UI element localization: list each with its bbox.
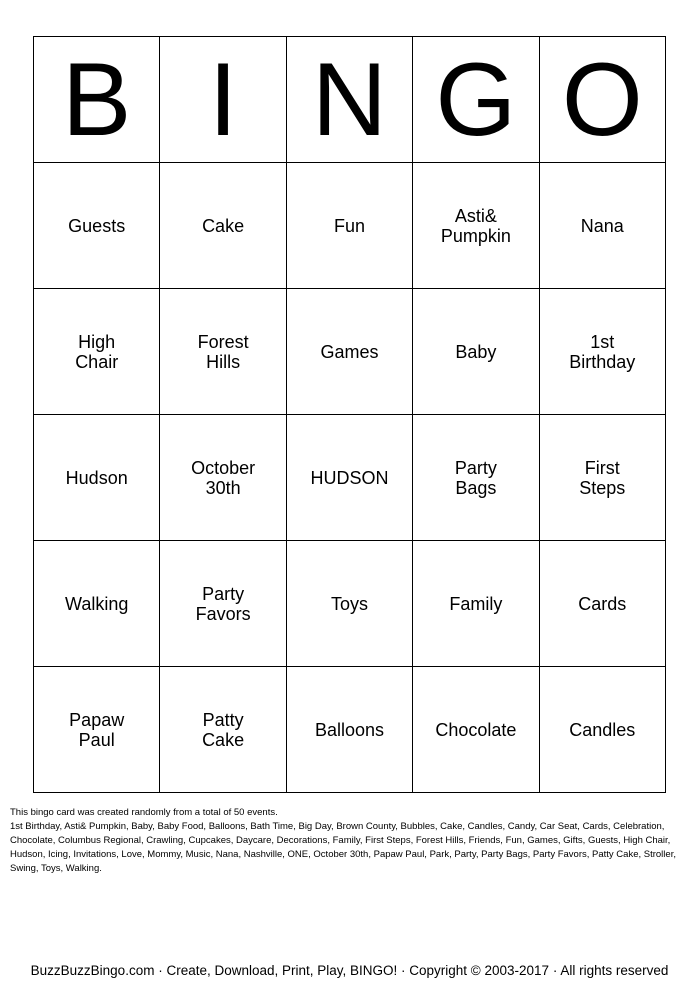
bingo-cell: Fun [286,163,412,289]
bingo-row [34,163,666,289]
bingo-cell: Hudson [34,415,160,541]
bingo-header-letter-o: O [539,37,665,163]
bingo-cell: Games [286,289,412,415]
bingo-card [33,36,666,793]
bingo-cell: Candles [539,667,665,793]
bingo-cell: Asti& Pumpkin [413,163,539,289]
bingo-cell: Baby [413,289,539,415]
bingo-row [34,289,666,415]
bingo-cell: Balloons [286,667,412,793]
bingo-cell: 1st Birthday [539,289,665,415]
bingo-cell: Family [413,541,539,667]
bingo-header-letter-n: N [286,37,412,163]
bingo-cell: Chocolate [413,667,539,793]
bingo-cell: Guests [34,163,160,289]
card-info-event-list: 1st Birthday, Asti& Pumpkin, Baby, Baby Food, Balloons, Bath Time, Big Day, Brown County, Bubbles, Cake, Candles, Candy, Car Seat, Cards, Celebration, Chocolate, Columbus Regional, Crawling, Cupcakes, Daycare, Decorations, Family, First Steps, Forest Hills, Friends, Fun, Games, Gifts, Guests, High Chair, Hudson, Icing, Invitations, Love, Mommy, Music, Nana, Nashville, ONE, October 30th, Papaw Paul, Park, Party, Party Bags, Party Favors, Patty Cake, Stroller, Swing, Toys, Walking. [10,821,676,874]
bingo-cell: Cake [160,163,286,289]
page-footer: BuzzBuzzBingo.com · Create, Download, Print, Play, BINGO! · Copyright © 2003-2017 · All rights reserved [30,963,669,978]
bingo-cell: Nana [539,163,665,289]
bingo-row [34,667,666,793]
bingo-cell: October 30th [160,415,286,541]
bingo-cell: Party Favors [160,541,286,667]
bingo-cell: First Steps [539,415,665,541]
bingo-header-letter-b: B [34,37,160,163]
card-info-intro: This bingo card was created randomly from a total of 50 events. [10,807,278,818]
bingo-cell: Party Bags [413,415,539,541]
bingo-cell: HUDSON [286,415,412,541]
bingo-row [34,541,666,667]
bingo-row [34,415,666,541]
bingo-header-row [34,37,666,163]
bingo-header-letter-g: G [413,37,539,163]
bingo-cell: Patty Cake [160,667,286,793]
bingo-header-letter-i: I [160,37,286,163]
bingo-cell: Walking [34,541,160,667]
bingo-cell: Forest Hills [160,289,286,415]
bingo-cell: High Chair [34,289,160,415]
bingo-cell: Cards [539,541,665,667]
bingo-cell: Toys [286,541,412,667]
card-info [10,806,690,876]
bingo-cell: Papaw Paul [34,667,160,793]
